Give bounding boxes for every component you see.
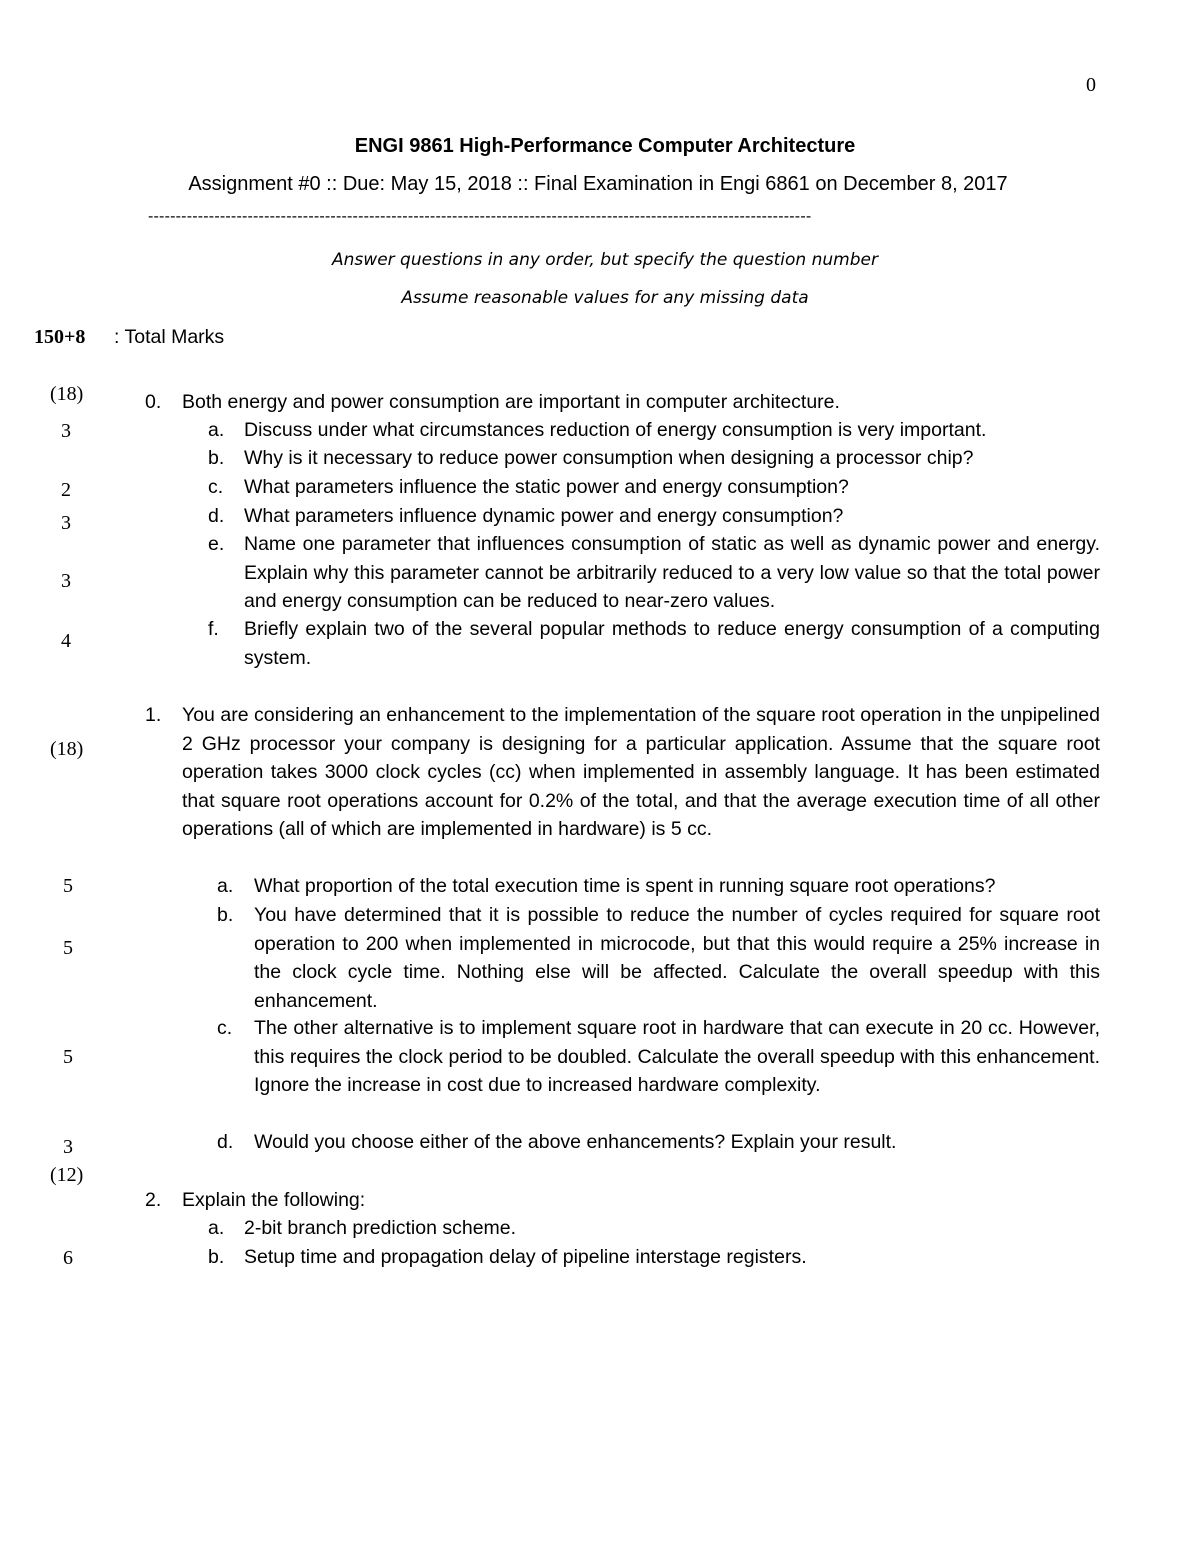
question-1d-text: Would you choose either of the above enhancements? Explain your result. <box>254 1131 897 1153</box>
document-subtitle: Assignment #0 :: Due: May 15, 2018 :: Final Examination in Engi 6861 on December 8, 2017 <box>188 173 1008 195</box>
question-0-text: Both energy and power consumption are important in computer architecture. <box>182 391 840 413</box>
question-0a-label: a. <box>208 419 225 441</box>
question-0c-text: What parameters influence the static power and energy consumption? <box>244 476 849 498</box>
question-0b-marks: 2 <box>61 479 71 501</box>
question-1a-label: a. <box>217 875 234 897</box>
question-2a-label: a. <box>208 1217 225 1239</box>
question-0d-text: What parameters influence dynamic power and energy consumption? <box>244 505 844 527</box>
page-number: 0 <box>1086 74 1096 96</box>
question-1d-label: d. <box>217 1131 234 1153</box>
question-0e-label: e. <box>208 533 225 555</box>
question-0-number: 0. <box>145 391 162 413</box>
document-title: ENGI 9861 High-Performance Computer Architecture <box>354 135 856 157</box>
question-1a-text: What proportion of the total execution time is spent in running square root operations? <box>254 875 996 897</box>
question-2a-text: 2-bit branch prediction scheme. <box>244 1217 517 1239</box>
question-0a-text: Discuss under what circumstances reduction of energy consumption is very important. <box>244 419 987 441</box>
question-1d-marks: 3 <box>63 1136 73 1158</box>
question-2b-label: b. <box>208 1246 225 1268</box>
question-0e-text: Name one parameter that influences consumption of static as well as dynamic power and energy. Explain why this parameter cannot be arbitrarily reduced to a very low value so that the total power and energy consumption can be reduced to near-zero values. <box>244 533 1100 613</box>
question-0f-label: f. <box>208 618 219 640</box>
question-2b-text: Setup time and propagation delay of pipeline interstage registers. <box>244 1246 807 1268</box>
question-1-text: You are considering an enhancement to the implementation of the square root operation in the unpipelined 2 GHz processor your company is designing for a particular application. Assume that the square root operation takes 3000 clock cycles (cc) when implemented in assembly language. It has been estimated that square root operations account for 0.2% of the total, and that the average execution time of all other operations (all of which are implemented in hardware) is 5 cc. <box>182 704 1100 841</box>
question-1-marks: (18) <box>50 738 84 760</box>
question-1b-label: b. <box>217 904 234 926</box>
question-0b-label: b. <box>208 447 225 469</box>
question-1a-marks: 5 <box>63 875 73 897</box>
total-marks-label: : Total Marks <box>114 326 225 348</box>
question-2-text: Explain the following: <box>182 1189 366 1211</box>
total-marks-value: 150+8 <box>34 326 86 348</box>
question-1c-text: The other alternative is to implement square root in hardware that can execute in 20 cc. However, this requires the clock period to be doubled. Calculate the overall speedup with this enhancement. Ignore the increase in cost due to increased hardware complexity. <box>254 1017 1100 1097</box>
question-0c-label: c. <box>208 476 224 498</box>
question-1c-label: c. <box>217 1017 233 1039</box>
question-0f-text: Briefly explain two of the several popular methods to reduce energy consumption of a computing system. <box>244 618 1100 669</box>
question-0b-text: Why is it necessary to reduce power consumption when designing a processor chip? <box>244 447 974 469</box>
divider-line: ------------------------------------------------------------------------------------------------------------------------ <box>148 208 812 225</box>
question-1c-marks: 5 <box>63 1046 73 1068</box>
question-0c-marks: 3 <box>61 512 71 534</box>
instruction-missing-data: Assume reasonable values for any missing data <box>401 288 809 308</box>
question-0e-marks: 4 <box>61 630 71 652</box>
question-2-marks: (12) <box>50 1164 84 1186</box>
question-0d-marks: 3 <box>61 570 71 592</box>
question-1-number: 1. <box>145 704 162 726</box>
question-1b-text: You have determined that it is possible to reduce the number of cycles required for square root operation to 200 when implemented in microcode, but that this would require a 25% increase in the clock cycle time. Nothing else will be affected. Calculate the overall speedup with this enhancement. <box>254 904 1100 1012</box>
question-0-marks: (18) <box>50 383 84 405</box>
question-2a-marks: 6 <box>63 1247 73 1269</box>
question-0a-marks: 3 <box>61 420 71 442</box>
question-2-number: 2. <box>145 1189 162 1211</box>
question-0d-label: d. <box>208 505 225 527</box>
instruction-answer-order: Answer questions in any order, but specify the question number <box>332 250 878 270</box>
question-1b-marks: 5 <box>63 937 73 959</box>
